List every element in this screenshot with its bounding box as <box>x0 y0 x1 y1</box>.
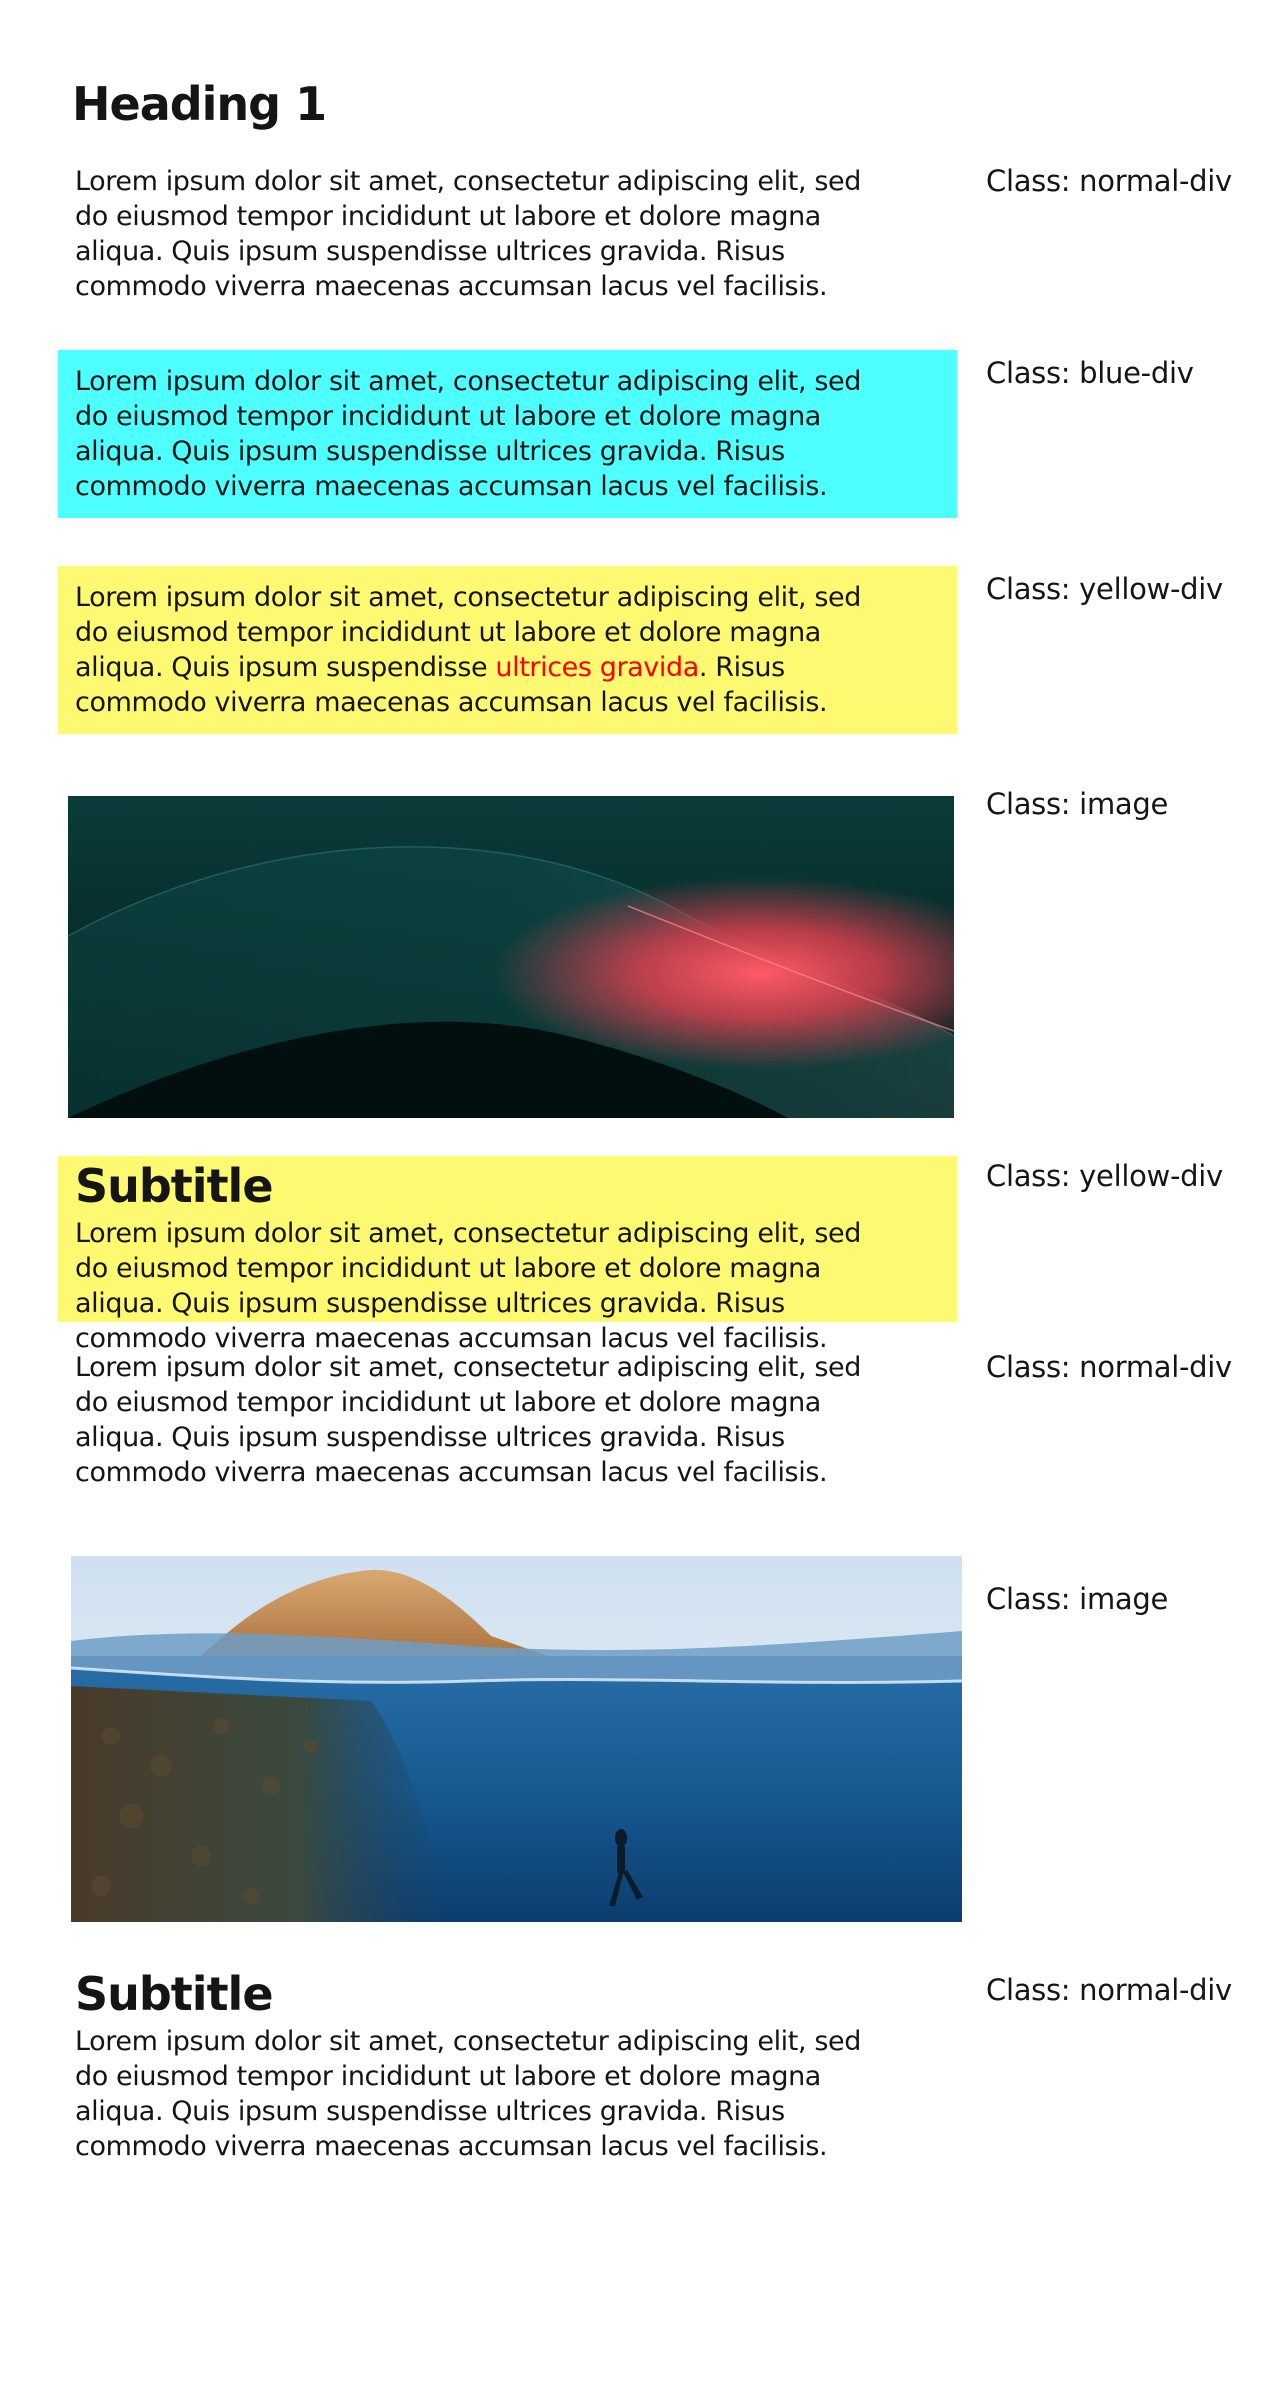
class-label-normal-div-3: Class: normal-div <box>986 1973 1232 2007</box>
abstract-wave-image <box>68 796 954 1118</box>
paragraph <box>75 2024 957 2164</box>
text-line: aliqua. Quis ipsum suspendisse ultrices gravida. Risus <box>75 1288 785 1319</box>
highlighted-text: ultrices gravida <box>495 652 699 683</box>
text-line: Lorem ipsum dolor sit amet, consectetur adipiscing elit, sed <box>75 582 861 613</box>
text-line: aliqua. Quis ipsum suspendisse ultrices gravida. Risus <box>75 1422 785 1453</box>
class-label-image-2: Class: image <box>986 1582 1169 1616</box>
normal-div-block-2 <box>58 1350 957 1490</box>
subtitle: Subtitle <box>75 1967 273 2021</box>
text-line: do eiusmod tempor incididunt ut labore et dolore magna <box>75 401 821 432</box>
text-line: commodo viverra maecenas accumsan lacus vel facilisis. <box>75 1457 828 1488</box>
class-label-image-1: Class: image <box>986 787 1169 821</box>
text-line: commodo viverra maecenas accumsan lacus vel facilisis. <box>75 687 828 718</box>
paragraph <box>75 364 957 504</box>
class-label-normal-div-2: Class: normal-div <box>986 1350 1232 1384</box>
text-line: Lorem ipsum dolor sit amet, consectetur adipiscing elit, sed <box>75 1218 861 1249</box>
class-label-blue-div: Class: blue-div <box>986 356 1194 390</box>
page-heading: Heading 1 <box>72 77 327 131</box>
yellow-div-block-1 <box>58 566 957 734</box>
text-line: aliqua. Quis ipsum suspendisse ultrices gravida. Risus <box>75 2096 785 2127</box>
normal-div-block-1 <box>58 164 957 304</box>
subtitle: Subtitle <box>75 1159 273 1213</box>
text-fragment: . Risus <box>698 652 785 683</box>
text-line: commodo viverra maecenas accumsan lacus vel facilisis. <box>75 1323 828 1354</box>
text-line: do eiusmod tempor incididunt ut labore et dolore magna <box>75 1253 821 1284</box>
paragraph <box>75 580 957 720</box>
text-line: Lorem ipsum dolor sit amet, consectetur adipiscing elit, sed <box>75 1352 861 1383</box>
text-line: commodo viverra maecenas accumsan lacus vel facilisis. <box>75 271 828 302</box>
ocean-split-image <box>71 1556 962 1922</box>
class-label-yellow-div-2: Class: yellow-div <box>986 1159 1223 1193</box>
text-line: do eiusmod tempor incididunt ut labore et dolore magna <box>75 1387 821 1418</box>
text-line: commodo viverra maecenas accumsan lacus vel facilisis. <box>75 471 828 502</box>
text-line: aliqua. Quis ipsum suspendisse ultrices gravida. Risus <box>75 236 785 267</box>
paragraph <box>75 1216 957 1356</box>
blue-div-block <box>58 350 957 518</box>
normal-div-block-3 <box>58 1966 957 2176</box>
text-line: Lorem ipsum dolor sit amet, consectetur adipiscing elit, sed <box>75 366 861 397</box>
text-line: do eiusmod tempor incididunt ut labore et dolore magna <box>75 2061 821 2092</box>
text-line: aliqua. Quis ipsum suspendisse <box>75 652 496 683</box>
text-line: Lorem ipsum dolor sit amet, consectetur adipiscing elit, sed <box>75 166 861 197</box>
text-line: aliqua. Quis ipsum suspendisse ultrices gravida. Risus <box>75 436 785 467</box>
class-label-normal-div-1: Class: normal-div <box>986 164 1232 198</box>
class-label-yellow-div-1: Class: yellow-div <box>986 572 1223 606</box>
text-line: do eiusmod tempor incididunt ut labore et dolore magna <box>75 617 821 648</box>
paragraph <box>75 1350 957 1490</box>
text-line: do eiusmod tempor incididunt ut labore et dolore magna <box>75 201 821 232</box>
yellow-div-block-2 <box>58 1156 957 1354</box>
text-line: Lorem ipsum dolor sit amet, consectetur adipiscing elit, sed <box>75 2026 861 2057</box>
paragraph <box>75 164 957 304</box>
text-line: commodo viverra maecenas accumsan lacus vel facilisis. <box>75 2131 828 2162</box>
